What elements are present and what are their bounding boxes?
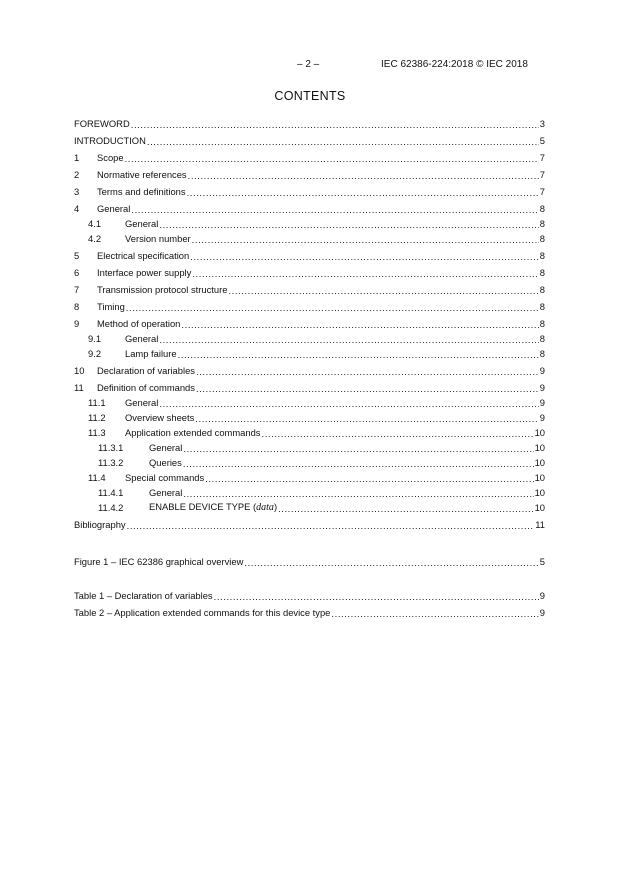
dot-leader xyxy=(196,383,539,393)
toc-entry-title: General xyxy=(149,487,183,498)
toc-entry-page: 10 xyxy=(534,472,545,483)
toc-entry[interactable] xyxy=(74,423,545,438)
dot-leader xyxy=(196,366,539,376)
toc-entry-page: 7 xyxy=(539,186,545,197)
dot-leader xyxy=(183,458,534,468)
toc-entry-title: Figure 1 – IEC 62386 graphical overview xyxy=(74,556,244,567)
toc-entry-page: 9 xyxy=(539,382,545,393)
toc-entry-page: 10 xyxy=(534,442,545,453)
toc-entry-page: 9 xyxy=(539,397,545,408)
toc-entry[interactable] xyxy=(74,229,545,244)
toc-entry[interactable] xyxy=(74,344,545,359)
toc-entry-number: 9.2 xyxy=(88,348,102,359)
dot-leader xyxy=(188,170,539,180)
toc-entry-title: Electrical specification xyxy=(97,250,190,261)
toc-entry[interactable] xyxy=(74,295,545,312)
toc-entry-number: 11.3.1 xyxy=(98,442,124,453)
toc-entry[interactable] xyxy=(74,197,545,214)
toc-entry-number: 11.4.1 xyxy=(98,487,124,498)
table-of-contents xyxy=(74,112,545,618)
toc-entry-title: General xyxy=(97,203,131,214)
toc-entry-page: 8 xyxy=(539,218,545,229)
dot-leader xyxy=(159,398,538,408)
toc-entry-title: Transmission protocol structure xyxy=(97,284,228,295)
dot-leader xyxy=(159,334,538,344)
toc-entry-number: 5 xyxy=(74,250,80,261)
toc-entry-title: Scope xyxy=(97,152,124,163)
toc-entry[interactable] xyxy=(74,376,545,393)
toc-entry-number: 11.3.2 xyxy=(98,457,124,468)
toc-entry-number: 3 xyxy=(74,186,80,197)
toc-entry-number: 11.4 xyxy=(88,472,106,483)
toc-entry-number: 6 xyxy=(74,267,80,278)
toc-entry-page: 9 xyxy=(539,590,545,601)
dot-leader xyxy=(125,153,539,163)
toc-entry[interactable] xyxy=(74,244,545,261)
toc-entry[interactable] xyxy=(74,180,545,197)
dot-leader xyxy=(183,488,533,498)
toc-entry-number: 2 xyxy=(74,169,80,180)
toc-entry[interactable] xyxy=(74,329,545,344)
toc-entry-page: 8 xyxy=(539,333,545,344)
toc-entry[interactable] xyxy=(74,513,545,530)
toc-entry-number: 4.1 xyxy=(88,218,102,229)
dot-leader xyxy=(244,557,538,567)
toc-entry[interactable] xyxy=(74,408,545,423)
toc-entry-title: Terms and definitions xyxy=(97,186,186,197)
dot-leader xyxy=(214,591,539,601)
toc-entry[interactable] xyxy=(74,550,545,567)
dot-leader xyxy=(228,285,538,295)
toc-entry-page: 8 xyxy=(539,203,545,214)
toc-entry-page: 7 xyxy=(539,152,545,163)
toc-entry-number: 11.4.2 xyxy=(98,502,124,513)
toc-entry-page: 9 xyxy=(539,412,545,423)
toc-entry-italic-parameter: data xyxy=(256,502,274,513)
dot-leader xyxy=(159,219,538,229)
dot-leader xyxy=(131,204,538,214)
toc-entry-page: 8 xyxy=(539,267,545,278)
toc-entry-title: General xyxy=(125,218,159,229)
toc-entry-title: Definition of commands xyxy=(97,382,195,393)
toc-entry-number: 7 xyxy=(74,284,80,295)
toc-entry-title: Interface power supply xyxy=(97,267,192,278)
toc-entry-title: FOREWORD xyxy=(74,118,130,129)
dot-leader xyxy=(262,428,534,438)
toc-entry[interactable] xyxy=(74,468,545,483)
toc-entry-title: ENABLE DEVICE TYPE (data) xyxy=(149,501,278,513)
toc-entry-title: Normative references xyxy=(97,169,187,180)
toc-entry[interactable] xyxy=(74,498,545,513)
document-reference: IEC 62386-224:2018 © IEC 2018 xyxy=(381,59,528,70)
toc-entry-title: Lamp failure xyxy=(125,348,177,359)
toc-entry-page: 5 xyxy=(539,556,545,567)
toc-entry[interactable] xyxy=(74,312,545,329)
toc-entry[interactable] xyxy=(74,453,545,468)
toc-entry[interactable] xyxy=(74,261,545,278)
toc-entry-page: 8 xyxy=(539,301,545,312)
dot-leader xyxy=(195,413,538,423)
toc-entry-page: 7 xyxy=(539,169,545,180)
toc-entry-title: Bibliography xyxy=(74,519,126,530)
toc-entry-page: 8 xyxy=(539,348,545,359)
toc-entry[interactable] xyxy=(74,601,545,618)
toc-entry-title: Version number xyxy=(125,233,191,244)
toc-entry-page: 8 xyxy=(539,250,545,261)
toc-entry-page: 8 xyxy=(539,318,545,329)
toc-entry[interactable] xyxy=(74,129,545,146)
dot-leader xyxy=(187,187,539,197)
dot-leader xyxy=(126,302,539,312)
toc-entry-number: 9.1 xyxy=(88,333,102,344)
toc-entry[interactable] xyxy=(74,214,545,229)
toc-entry-page: 10 xyxy=(534,502,545,513)
dot-leader xyxy=(178,349,539,359)
toc-entry[interactable] xyxy=(74,146,545,163)
toc-entry-number: 9 xyxy=(74,318,80,329)
toc-entry-page: 8 xyxy=(539,284,545,295)
toc-entry-number: 4.2 xyxy=(88,233,102,244)
toc-entry-title: Application extended commands xyxy=(125,427,261,438)
dot-leader xyxy=(183,443,533,453)
toc-entry-number: 11.1 xyxy=(88,397,106,408)
toc-entry-number: 10 xyxy=(74,365,85,376)
toc-entry-title: General xyxy=(125,333,159,344)
dot-leader xyxy=(131,119,539,129)
toc-entry-title: Declaration of variables xyxy=(97,365,195,376)
toc-entry-number: 4 xyxy=(74,203,80,214)
toc-entry-number: 11 xyxy=(74,382,84,393)
toc-entry-number: 11.3 xyxy=(88,427,106,438)
toc-entry-page: 10 xyxy=(534,457,545,468)
toc-entry-title: INTRODUCTION xyxy=(74,135,146,146)
toc-entry-title: Special commands xyxy=(125,472,205,483)
toc-entry[interactable] xyxy=(74,278,545,295)
toc-entry[interactable] xyxy=(74,584,545,601)
dot-leader xyxy=(205,473,533,483)
toc-entry-page: 11 xyxy=(535,519,545,530)
dot-leader xyxy=(147,136,539,146)
toc-entry[interactable] xyxy=(74,163,545,180)
toc-entry-page: 5 xyxy=(539,135,545,146)
toc-entry[interactable] xyxy=(74,393,545,408)
dot-leader xyxy=(192,268,538,278)
toc-entry-title: General xyxy=(125,397,159,408)
toc-entry-title: Queries xyxy=(149,457,182,468)
toc-entry[interactable] xyxy=(74,359,545,376)
toc-entry-number: 1 xyxy=(74,152,80,163)
dot-leader xyxy=(278,503,534,513)
dot-leader xyxy=(331,608,538,618)
toc-entry[interactable] xyxy=(74,483,545,498)
toc-entry-page: 3 xyxy=(539,118,545,129)
toc-entry-number: 11.2 xyxy=(88,412,106,423)
toc-entry[interactable] xyxy=(74,112,545,129)
toc-entry-title: Table 2 – Application extended commands for this device type xyxy=(74,607,331,618)
toc-entry-page: 10 xyxy=(534,487,545,498)
dot-leader xyxy=(192,234,539,244)
toc-entry-title: Timing xyxy=(97,301,125,312)
toc-entry-title: Overview sheets xyxy=(125,412,195,423)
toc-entry-title: General xyxy=(149,442,183,453)
toc-entry-page: 8 xyxy=(539,233,545,244)
contents-title: CONTENTS xyxy=(274,89,346,103)
toc-entry-page: 10 xyxy=(534,427,545,438)
toc-entry-page: 9 xyxy=(539,365,545,376)
toc-entry[interactable] xyxy=(74,438,545,453)
toc-entry-title: Table 1 – Declaration of variables xyxy=(74,590,213,601)
dot-leader xyxy=(127,520,535,530)
dot-leader xyxy=(181,319,538,329)
toc-entry-number: 8 xyxy=(74,301,80,312)
toc-entry-page: 9 xyxy=(539,607,545,618)
dot-leader xyxy=(190,251,539,261)
page-number: – 2 – xyxy=(297,59,320,70)
toc-entry-title: Method of operation xyxy=(97,318,181,329)
